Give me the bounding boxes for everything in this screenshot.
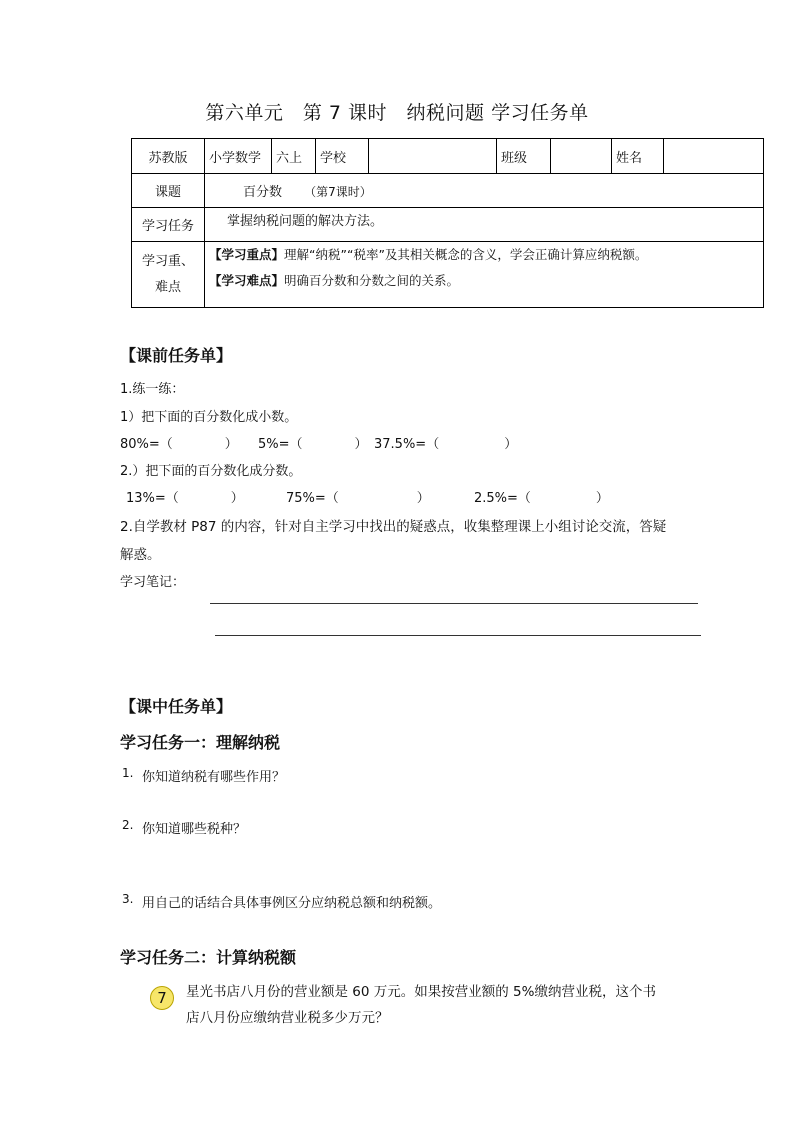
pre-q2-line2: 解惑。: [120, 547, 161, 563]
task1-num-1: 1.: [122, 766, 134, 780]
cell-class-value[interactable]: [551, 139, 612, 174]
example-number-badge: 7: [150, 986, 174, 1010]
task2-title: 学习任务二：计算纳税额: [120, 948, 297, 967]
notes-line-2[interactable]: [215, 635, 701, 636]
notes-label: 学习笔记：: [120, 575, 186, 590]
task-label: 学习任务: [132, 208, 205, 242]
notes-line-1[interactable]: [210, 603, 698, 604]
task1-q3: 用自己的话结合具体事例区分应纳税总额和纳税额。: [142, 896, 442, 911]
task-cell: [205, 208, 764, 242]
topic-cell: [205, 174, 764, 208]
topic-label: 课题: [132, 174, 205, 208]
key-label-line1: 学习重、: [141, 253, 194, 269]
cell-class-label: 班级: [497, 139, 551, 174]
info-table: [131, 138, 764, 308]
q1a-item-1: 80%=（ ）: [120, 437, 238, 452]
difficulty-tag: 【学习难点】: [209, 273, 285, 288]
cell-grade: 六上: [272, 139, 316, 174]
key-point-text: 理解“纳税”“税率”及其相关概念的含义，学会正确计算应纳税额。: [284, 247, 648, 262]
difficulty-text: 明确百分数和分数之间的关系。: [284, 273, 460, 288]
q1b-item-1: 13%=（ ）: [126, 491, 244, 506]
task1-q2: 你知道哪些税种？: [142, 822, 247, 837]
pre-q1: 1.练一练：: [120, 382, 185, 397]
example-line-1: 星光书店八月份的营业额是 60 万元。如果按营业额的 5%缴纳营业税，这个书: [186, 984, 656, 1000]
q1a-item-3: 37.5%=（ ）: [374, 437, 518, 452]
cell-school-label: 学校: [316, 139, 369, 174]
cell-name-value[interactable]: [664, 139, 764, 174]
pre-q1b: 2.）把下面的百分数化成分数。: [120, 464, 302, 479]
mid-heading: 【课中任务单】: [120, 697, 233, 716]
q1b-item-2: 75%=（ ）: [286, 491, 430, 506]
cell-subject: 小学数学: [205, 139, 272, 174]
pre-q1a: 1）把下面的百分数化成小数。: [120, 410, 298, 425]
task-value: 掌握纳税问题的解决方法。: [227, 214, 384, 229]
cell-school-value[interactable]: [369, 139, 497, 174]
cell-edition: 苏教版: [132, 139, 205, 174]
pre-q2-line1: 2.自学教材 P87 的内容，针对自主学习中找出的疑惑点，收集整理课上小组讨论交流，答疑: [120, 519, 667, 535]
key-label: [132, 242, 205, 308]
example-line-2: 店八月份应缴纳营业税多少万元？: [186, 1010, 389, 1026]
pre-heading: 【课前任务单】: [120, 346, 233, 365]
task1-title: 学习任务一：理解纳税: [120, 733, 281, 752]
key-label-line2: 难点: [154, 279, 181, 295]
topic-value: 百分数: [243, 185, 283, 200]
key-cell: [205, 242, 764, 308]
q1a-item-2: 5%=（ ）: [258, 437, 368, 452]
cell-name-label: 姓名: [612, 139, 664, 174]
q1b-item-3: 2.5%=（ ）: [474, 491, 609, 506]
task1-num-3: 3.: [122, 892, 134, 906]
task1-num-2: 2.: [122, 818, 134, 832]
key-point-tag: 【学习重点】: [209, 247, 285, 262]
topic-note: （第7课时）: [304, 185, 372, 199]
task1-q1: 你知道纳税有哪些作用？: [142, 770, 286, 785]
page-title: 第六单元 第 7 课时 纳税问题 学习任务单: [205, 102, 589, 124]
